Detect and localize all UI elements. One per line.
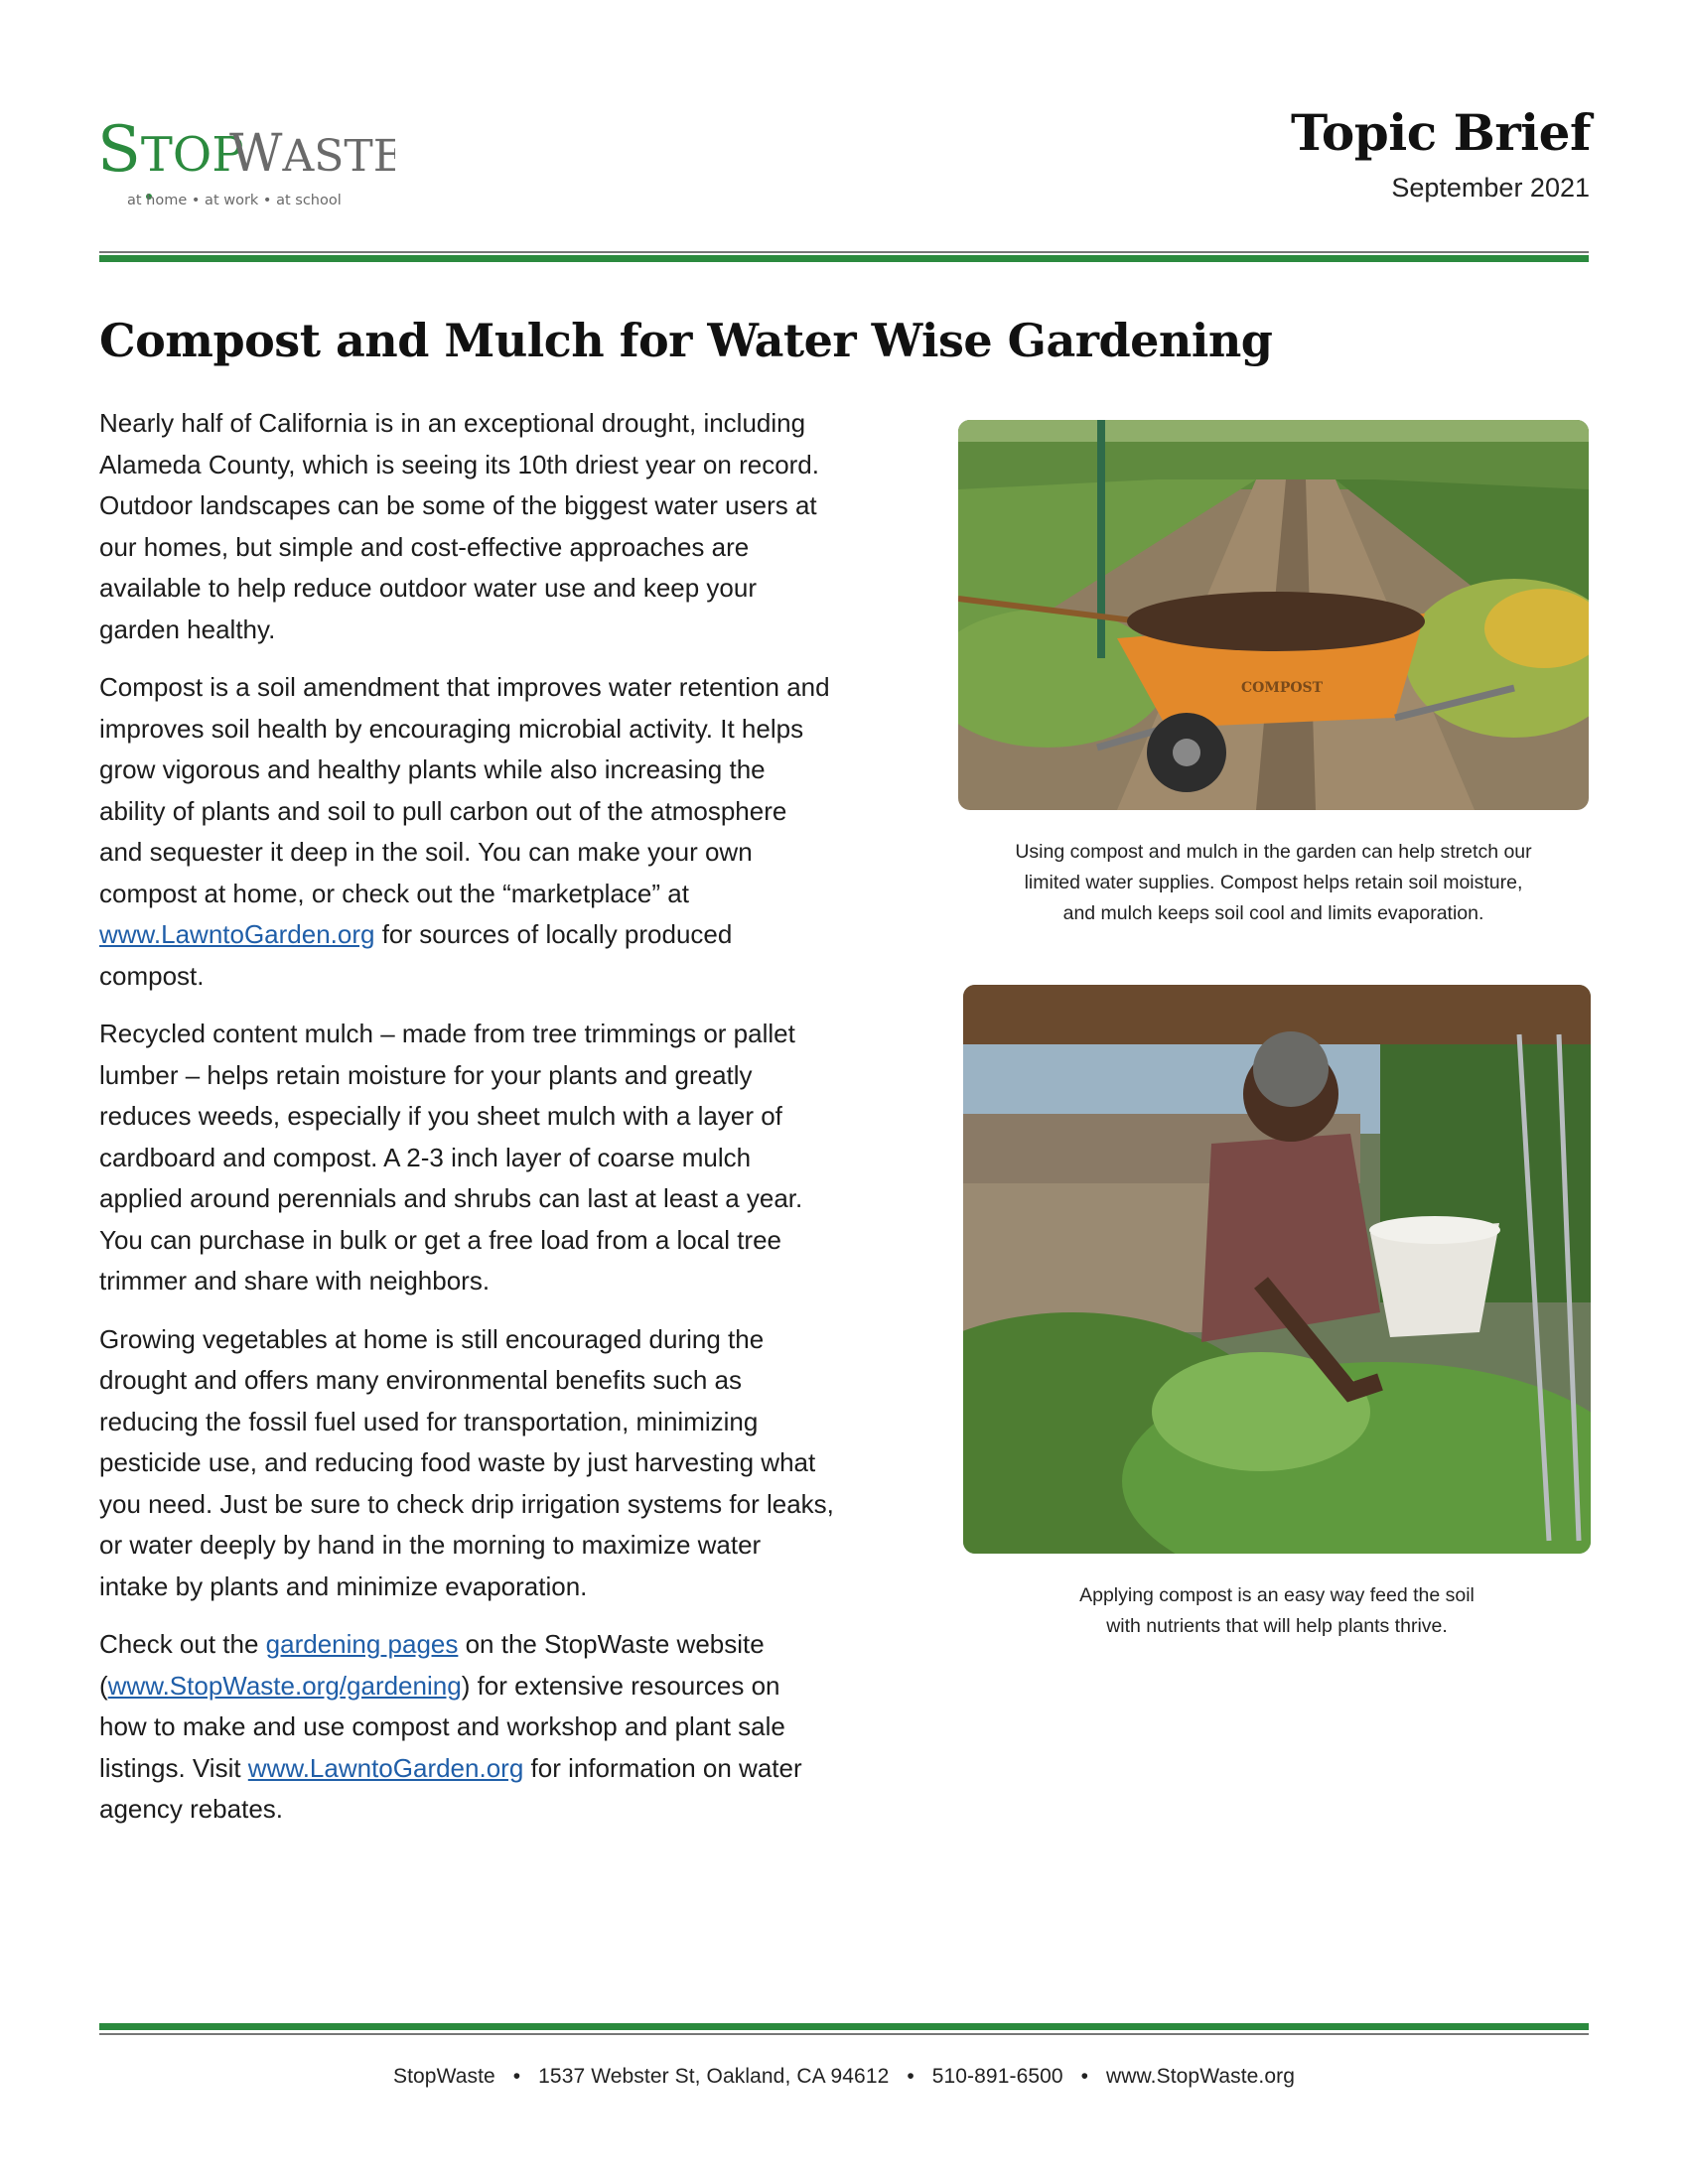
paragraph-vegetables: Growing vegetables at home is still encouraged during the drought and offers many environmental benefits such as reducing the fossil fuel used for transportation, minimizing pesticide use, and reducing food waste by just harvesting what you need. Just be sure to check drip irrigation systems for leaks, or water deeply by hand in the morning to maximize water intake by plants and minimize evaporation. <box>99 1323 834 1601</box>
gardening-pages-link[interactable]: gardening pages <box>265 1629 459 1659</box>
paragraph-resources: Check out the gardening pages on the StopWaste website (www.StopWaste.org/gardening) for extensive resources on how to make and use compost and workshop and plant sale listings. Visit www.LawntoGarden.org for information on water agency rebates. <box>99 1629 802 1824</box>
footer-separator: • <box>512 2065 521 2088</box>
caption-wheelbarrow: Using compost and mulch in the garden can help stretch our limited water supplies. Compost helps retain soil moisture, and mulch keeps soil cool and limits evaporation. <box>1015 841 1532 924</box>
footer-separator: • <box>907 2065 914 2088</box>
footer-phone: 510-891-6500 <box>931 2065 1063 2088</box>
lawntogarden-rebates-link[interactable]: www.LawntoGarden.org <box>247 1752 524 1783</box>
page-title: Compost and Mulch for Water Wise Gardening <box>99 314 1273 367</box>
stopwaste-gardening-link[interactable]: www.StopWaste.org/gardening <box>107 1670 462 1701</box>
wheelbarrow-compost-photo <box>958 420 1589 810</box>
paragraph-compost: Compost is a soil amendment that improves water retention and improves soil health by encouraging microbial activity. It helps grow vigorous and healthy plants while also increasing the ability of plants and soil to pull carbon out of the atmosphere and sequester it deep in the soil. You can make your own compost at home, or check out the “marketplace” at www.LawntoGarden.org for sources of locally produced compost. <box>99 672 830 991</box>
footer-org: StopWaste <box>392 2065 495 2088</box>
paragraph-mulch: Recycled content mulch – made from tree trimmings or pallet lumber – helps retain moisture for your plants and greatly reduces weeds, especially if you sheet mulch with a layer of cardboard and compost. A 2-3 inch layer of coarse mulch applied around perennials and shrubs can last at least a year. You can purchase in bulk or get a free load from a local tree trimmer and share with neighbors. <box>99 1019 803 1296</box>
footer-divider <box>99 2023 1589 2037</box>
brief-title: Topic Brief <box>1290 103 1591 162</box>
footer <box>0 2065 1688 2089</box>
footer-separator: • <box>1080 2065 1089 2088</box>
gardener-applying-compost-photo <box>963 985 1591 1554</box>
caption-gardener: Applying compost is an easy way feed the soil with nutrients that will help plants thrive. <box>1079 1584 1475 1637</box>
logo-tagline: at home • at work • at school <box>127 193 342 208</box>
wheelbarrow-label: COMPOST <box>1241 680 1324 696</box>
lawntogarden-link[interactable]: www.LawntoGarden.org <box>99 919 375 949</box>
brief-date: September 2021 <box>1391 173 1590 203</box>
article-body <box>99 403 834 1847</box>
footer-website: www.StopWaste.org <box>1106 2065 1296 2088</box>
header-divider <box>99 251 1589 265</box>
stopwaste-logo <box>97 95 395 214</box>
logo-wordmark-stop: STOP <box>97 113 244 187</box>
paragraph-drought: Nearly half of California is in an exceptional drought, including Alameda County, which is seeing its 10th driest year on record. Outdoor landscapes can be some of the biggest water users at our homes, but simple and cost-effective approaches are available to help reduce outdoor water use and keep your garden healthy. <box>99 408 819 644</box>
footer-address: 1537 Webster St, Oakland, CA 94612 <box>538 2065 890 2088</box>
logo-wordmark-waste: WASTE <box>229 124 395 184</box>
